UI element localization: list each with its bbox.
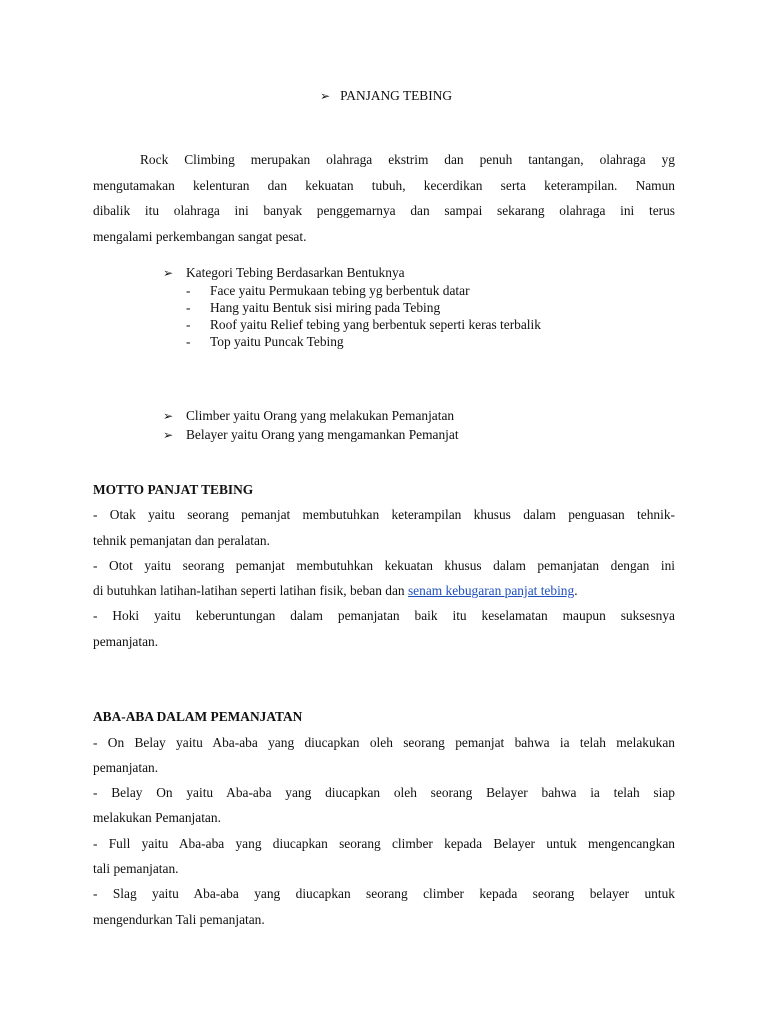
section-title: [320, 88, 452, 104]
aba-line-7: - Slag yaitu Aba-aba yang diucapkan seorang climber kepada seorang belayer untuk: [93, 886, 675, 901]
motto-line-4-end: .: [574, 583, 578, 598]
motto-line-4: [93, 583, 675, 599]
aba-line-5: - Full yaitu Aba-aba yang diucapkan seorang climber kepada Belayer untuk mengencangkan: [93, 836, 675, 851]
aba-line-8: mengendurkan Tali pemanjatan.: [93, 912, 265, 927]
aba-line-2: pemanjatan.: [93, 760, 159, 775]
aba-line-1: - On Belay yaitu Aba-aba yang diucapkan oleh seorang pemanjat bahwa ia telah melakukan: [93, 735, 675, 750]
dash-bullet: -: [186, 283, 191, 298]
arrow-bullet-icon: ➢: [163, 266, 174, 280]
role-belayer: Belayer yaitu Orang yang mengamankan Pemanjat: [186, 427, 459, 442]
role-climber: Climber yaitu Orang yang melakukan Pemanjatan: [186, 408, 455, 423]
list-item: Top yaitu Puncak Tebing: [210, 334, 344, 349]
list-item: Face yaitu Permukaan tebing yg berbentuk datar: [210, 283, 470, 298]
arrow-bullet-icon: ➢: [163, 428, 174, 442]
motto-heading: MOTTO PANJAT TEBING: [93, 482, 254, 497]
section-title-text: PANJANG TEBING: [340, 88, 453, 103]
dash-bullet: -: [186, 317, 191, 332]
intro-line-1: Rock Climbing merupakan olahraga ekstrim dan penuh tantangan, olahraga yg: [140, 152, 675, 167]
motto-line-4-text: di butuhkan latihan-latihan seperti latihan fisik, beban dan: [93, 583, 408, 598]
dash-bullet: -: [186, 300, 191, 315]
motto-line-3: - Otot yaitu seorang pemanjat membutuhkan kekuatan khusus dalam pemanjatan dengan ini: [93, 558, 675, 573]
arrow-bullet-icon: ➢: [320, 89, 331, 103]
senam-kebugaran-link[interactable]: senam kebugaran panjat tebing: [407, 583, 575, 598]
aba-heading: ABA-ABA DALAM PEMANJATAN: [93, 709, 303, 724]
aba-line-3: - Belay On yaitu Aba-aba yang diucapkan oleh seorang Belayer bahwa ia telah siap: [93, 785, 675, 800]
dash-bullet: -: [186, 334, 191, 349]
motto-line-6: pemanjatan.: [93, 634, 159, 649]
motto-line-5: - Hoki yaitu keberuntungan dalam pemanjatan baik itu keselamatan maupun suksesnya: [93, 608, 675, 623]
list-item: Roof yaitu Relief tebing yang berbentuk seperti keras terbalik: [210, 317, 541, 332]
intro-line-4: mengalami perkembangan sangat pesat.: [93, 229, 307, 244]
aba-line-4: melakukan Pemanjatan.: [93, 810, 221, 825]
intro-line-2: mengutamakan kelenturan dan kekuatan tubuh, kecerdikan serta keterampilan. Namun: [93, 178, 675, 193]
list-item: Hang yaitu Bentuk sisi miring pada Tebing: [210, 300, 441, 315]
kategori-heading: Kategori Tebing Berdasarkan Bentuknya: [186, 265, 405, 280]
aba-line-6: tali pemanjatan.: [93, 861, 179, 876]
motto-line-2: tehnik pemanjatan dan peralatan.: [93, 533, 270, 548]
arrow-bullet-icon: ➢: [163, 409, 174, 423]
motto-line-1: - Otak yaitu seorang pemanjat membutuhkan keterampilan khusus dalam penguasan tehnik-: [93, 507, 675, 522]
intro-line-3: dibalik itu olahraga ini banyak penggemarnya dan sampai sekarang olahraga ini terus: [93, 203, 675, 218]
